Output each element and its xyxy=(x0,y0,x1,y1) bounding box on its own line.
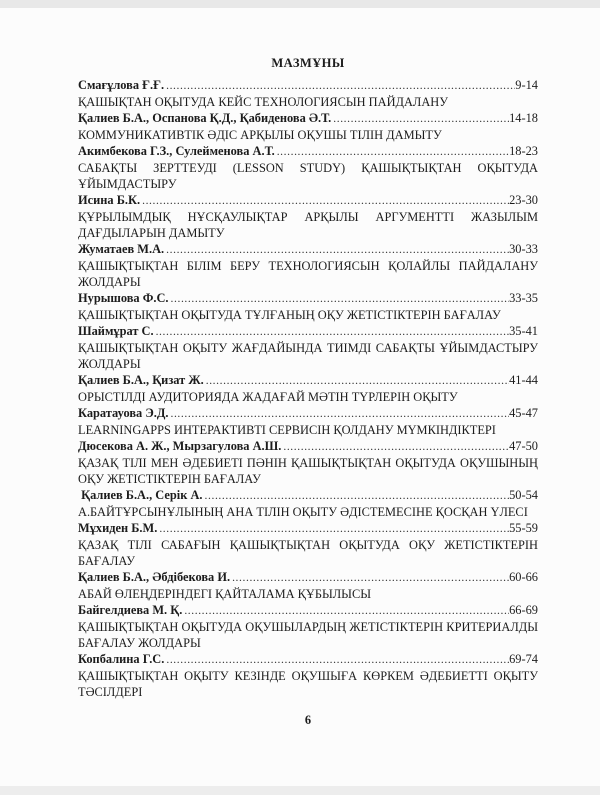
toc-entry-title: ҚАШЫҚТЫҚТАН ОҚЫТУ КЕЗІНДЕ ОҚУШЫҒА КӨРКЕМ ӘДЕБИЕТТІ ОҚЫТУ ТӘСІЛДЕРІ xyxy=(78,669,538,699)
toc-author-line xyxy=(78,372,538,389)
toc-entry xyxy=(78,651,538,700)
toc-author-line xyxy=(78,290,538,307)
toc-entry-title: ҚАЗАҚ ТІЛІ МЕН ӘДЕБИЕТІ ПӘНІН ҚАШЫҚТЫҚТАН ОҚЫТУДА ОҚУШЫНЫҢ ОҚУ ЖЕТІСТІКТЕРІН БАҒАЛАУ xyxy=(78,456,538,486)
toc-authors: Дюсекова А. Ж., Мырзагулова А.Ш. xyxy=(78,439,282,453)
toc-entry-title: ҚАШЫҚТЫҚТАН ОҚЫТУДА ТҰЛҒАНЫҢ ОҚУ ЖЕТІСТІКТЕРІН БАҒАЛАУ xyxy=(78,308,501,322)
toc-page-range: 23-30 xyxy=(509,193,538,207)
toc-entry xyxy=(78,602,538,651)
toc-authors: Каратауова Э.Д. xyxy=(78,406,169,420)
toc-page-range: 69-74 xyxy=(509,652,538,666)
scan-edge-bottom xyxy=(0,786,600,795)
toc-authors: Мұхиден Б.М. xyxy=(78,521,158,535)
table-of-contents xyxy=(78,77,538,700)
toc-entry-title: ҚҰРЫЛЫМДЫҚ НҰСҚАУЛЫҚТАР АРҚЫЛЫ АРГУМЕНТТІ ЖАЗЫЛЫМ ДАҒДЫЛАРЫН ДАМЫТУ xyxy=(78,210,538,240)
toc-page-range: 30-33 xyxy=(509,242,538,256)
toc-entry xyxy=(78,290,538,323)
toc-authors: Қалиев Б.А., Әбдібекова И. xyxy=(78,570,231,584)
dot-leader xyxy=(159,521,509,537)
toc-page-range: 60-66 xyxy=(509,570,538,584)
toc-author-line xyxy=(78,651,538,668)
scan-edge-top xyxy=(0,0,600,8)
dot-leader xyxy=(184,603,509,619)
toc-authors: Акимбекова Г.З., Сулейменова А.Т. xyxy=(78,144,275,158)
toc-entry-title: АБАЙ ӨЛЕҢДЕРІНДЕГІ ҚАЙТАЛАМА ҚҰБЫЛЫСЫ xyxy=(78,587,372,601)
toc-entry xyxy=(78,438,538,487)
toc-entry-title: ҚАШЫҚТЫҚТАН БІЛІМ БЕРУ ТЕХНОЛОГИЯСЫН ҚОЛАЙЛЫ ПАЙДАЛАНУ ЖОЛДАРЫ xyxy=(78,259,538,289)
toc-authors: Байгелдиева М. Қ. xyxy=(78,603,183,617)
dot-leader xyxy=(277,144,509,160)
toc-page-range: 14-18 xyxy=(509,111,538,125)
dot-leader xyxy=(171,291,510,307)
toc-authors: Смағұлова Ғ.Ғ. xyxy=(78,78,165,92)
toc-page-range: 55-59 xyxy=(509,521,538,535)
toc-entry xyxy=(78,241,538,290)
toc-entry-title: САБАҚТЫ ЗЕРТТЕУДІ (LESSON STUDY) ҚАШЫҚТЫҚТАН ОҚЫТУДА ҰЙЫМДАСТЫРУ xyxy=(78,161,538,191)
toc-entry xyxy=(78,372,538,405)
toc-author-line xyxy=(78,110,538,127)
toc-authors: Жуматаев М.А. xyxy=(78,242,165,256)
toc-page-range: 18-23 xyxy=(509,144,538,158)
toc-author-line xyxy=(78,77,538,94)
toc-author-line xyxy=(78,487,538,504)
toc-entry-title: ОРЫСТІЛДІ АУДИТОРИЯДА ЖАДАҒАЙ МӘТІН ТҮРЛЕРІН ОҚЫТУ xyxy=(78,390,458,404)
toc-authors: Нурышова Ф.С. xyxy=(78,291,169,305)
dot-leader xyxy=(166,78,515,94)
toc-entry-title: КОММУНИКАТИВТІК ӘДІС АРҚЫЛЫ ОҚУШЫ ТІЛІН ДАМЫТУ xyxy=(78,128,442,142)
toc-page-range: 33-35 xyxy=(509,291,538,305)
toc-author-line xyxy=(78,602,538,619)
toc-author-line xyxy=(78,438,538,455)
toc-author-line xyxy=(78,241,538,258)
toc-page-range: 9-14 xyxy=(515,78,538,92)
page-title: МАЗМҰНЫ xyxy=(271,56,345,70)
toc-entry xyxy=(78,405,538,438)
dot-leader xyxy=(142,193,509,209)
toc-entry-title: ҚАШЫҚТЫҚТАН ОҚЫТУДА ОҚУШЫЛАРДЫҢ ЖЕТІСТІКТЕРІН КРИТЕРИАЛДЫ БАҒАЛАУ ЖОЛДАРЫ xyxy=(78,620,538,650)
toc-author-line xyxy=(78,192,538,209)
toc-entry xyxy=(78,77,538,110)
dot-leader xyxy=(333,111,509,127)
toc-entry-title: LEARNINGAPPS ИНТЕРАКТИВТІ СЕРВИСІН ҚОЛДАНУ МҮМКІНДІКТЕРІ xyxy=(78,423,496,437)
toc-authors: Қалиев Б.А., Серік А. xyxy=(78,488,203,502)
toc-author-line xyxy=(78,569,538,586)
toc-author-line xyxy=(78,143,538,160)
toc-authors: Қалиев Б.А., Оспанова Қ.Д., Қабиденова Ә.Т. xyxy=(78,111,332,125)
dot-leader xyxy=(206,373,509,389)
page-number: 6 xyxy=(304,713,312,727)
toc-page-range: 50-54 xyxy=(509,488,538,502)
toc-entry xyxy=(78,520,538,569)
toc-author-line xyxy=(78,405,538,422)
toc-entry-title: А.БАЙТҰРСЫНҰЛЫНЫҢ АНА ТІЛІН ОҚЫТУ ӘДІСТЕМЕСІНЕ ҚОСҚАН ҮЛЕСІ xyxy=(78,505,528,519)
toc-entry xyxy=(78,110,538,143)
toc-entry xyxy=(78,323,538,372)
toc-entry-title: ҚАШЫҚТЫҚТАН ОҚЫТУ ЖАҒДАЙЫНДА ТИІМДІ САБАҚТЫ ҰЙЫМДАСТЫРУ ЖОЛДАРЫ xyxy=(78,341,538,371)
dot-leader xyxy=(166,242,509,258)
toc-entry xyxy=(78,143,538,192)
toc-page-range: 66-69 xyxy=(509,603,538,617)
toc-page-range: 45-47 xyxy=(509,406,538,420)
toc-page-range: 35-41 xyxy=(509,324,538,338)
toc-authors: Копбалина Г.С. xyxy=(78,652,165,666)
toc-authors: Исина Б.К. xyxy=(78,193,141,207)
toc-page-range: 41-44 xyxy=(509,373,538,387)
dot-leader xyxy=(166,652,509,668)
toc-authors: Шаймұрат С. xyxy=(78,324,154,338)
toc-entry xyxy=(78,192,538,241)
dot-leader xyxy=(170,406,509,422)
toc-entry xyxy=(78,569,538,602)
toc-entry-title: ҚАЗАҚ ТІЛІ САБАҒЫН ҚАШЫҚТЫҚТАН ОҚЫТУДА ОҚУ ЖЕТІСТІКТЕРІН БАҒАЛАУ xyxy=(78,538,538,568)
toc-page-range: 47-50 xyxy=(509,439,538,453)
dot-leader xyxy=(156,324,510,340)
toc-authors: Қалиев Б.А., Қизат Ж. xyxy=(78,373,204,387)
toc-author-line xyxy=(78,323,538,340)
toc-author-line xyxy=(78,520,538,537)
dot-leader xyxy=(283,439,509,455)
dot-leader xyxy=(232,570,509,586)
toc-entry xyxy=(78,487,538,520)
dot-leader xyxy=(205,488,510,504)
toc-entry-title: ҚАШЫҚТАН ОҚЫТУДА КЕЙС ТЕХНОЛОГИЯСЫН ПАЙДАЛАНУ xyxy=(78,95,448,109)
